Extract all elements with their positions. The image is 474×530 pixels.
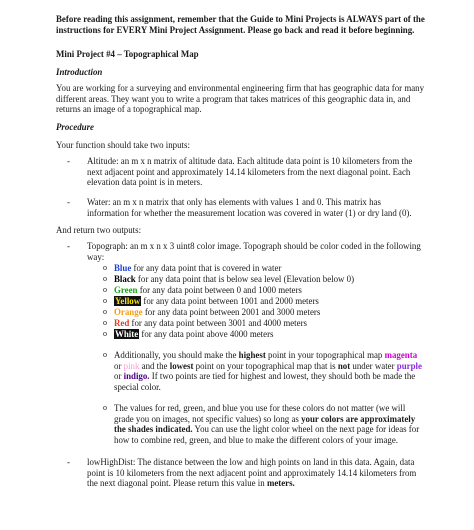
color-word-green: Green xyxy=(114,285,138,295)
circle-bullet: o xyxy=(103,403,107,412)
dash-bullet: - xyxy=(67,241,70,251)
color-desc: for any data point between 3001 and 4000 meters xyxy=(129,318,307,328)
shades-emphasis: your colors are approximately the shades indicated. xyxy=(114,413,416,435)
color-desc: for any data point that is covered in water xyxy=(131,263,282,273)
text-run: or xyxy=(114,360,124,371)
color-item-orange xyxy=(114,307,424,318)
circle-bullet: o xyxy=(103,263,107,272)
color-values-paragraph xyxy=(114,403,424,445)
color-item-black xyxy=(114,274,424,285)
color-desc: for any data point that is below sea level (Elevation below 0) xyxy=(135,274,355,284)
highest-word: highest xyxy=(238,350,266,360)
text-run: point in your topographical map xyxy=(265,350,385,360)
dash-bullet: - xyxy=(67,156,70,166)
intro-notice xyxy=(56,14,428,35)
color-word-blue: Blue xyxy=(114,263,132,273)
text-run: lowHighDist: The distance between the low and high points on land in this data. Again, data point is 10 kilometers from the next adjacent point and approximately 14.14 kilometers from the next diagonal point. Please return this value in xyxy=(87,457,417,489)
not-word: not xyxy=(337,360,351,371)
circle-bullet: o xyxy=(103,329,107,338)
text-run: You can use the light color wheel on the next page for ideas for how to combine red, green, and blue to make the different colors of your image. xyxy=(114,424,420,445)
text-run: If two points are tied for highest and lowest, they should both be made the special color. xyxy=(114,371,416,392)
output-topograph: Topograph: an m x n x 3 uint8 color image. Topograph should be color coded in the following way: xyxy=(87,241,421,262)
color-item-red xyxy=(114,318,424,329)
meters-emphasis: meters. xyxy=(266,478,295,489)
circle-bullet: o xyxy=(103,307,107,316)
color-word-orange: Orange xyxy=(114,307,143,317)
circle-bullet: o xyxy=(103,274,107,283)
indigo-word: indigo. xyxy=(123,371,150,382)
introduction-paragraph: You are working for a surveying and environmental engineering firm that has geographic data for many different areas. They want you to write a program that takes matrices of this geographic data in, and returns an image of a topographical map. xyxy=(56,83,425,115)
intro-notice-line-1: Before reading this assignment, remember that the Guide to Mini Projects is ALWAYS part of the xyxy=(56,14,425,24)
text-run: point on your topographical map that is xyxy=(193,360,338,371)
color-word-yellow: Yellow xyxy=(115,296,141,306)
color-item-blue xyxy=(114,263,424,274)
color-desc: for any data point above 4000 meters xyxy=(139,329,274,339)
intro-notice-line-2: instructions for EVERY Mini Project Assignment. Please go back and read it before beginning. xyxy=(56,24,415,35)
magenta-word: magenta xyxy=(384,350,418,360)
circle-bullet: o xyxy=(103,318,107,327)
circle-bullet: o xyxy=(103,350,107,359)
procedure-heading: Procedure xyxy=(56,122,94,132)
lowest-word: lowest xyxy=(169,360,194,371)
text-run: and the xyxy=(139,360,170,371)
circle-bullet: o xyxy=(103,296,107,305)
color-desc: for any data point between 1001 and 2000 meters xyxy=(141,296,319,306)
color-word-black: Black xyxy=(114,274,136,284)
color-item-green xyxy=(114,285,424,296)
special-points-paragraph xyxy=(114,350,424,392)
color-word-red: Red xyxy=(114,318,130,328)
color-item-yellow xyxy=(114,296,424,307)
page-title: Mini Project #4 – Topographical Map xyxy=(56,49,199,59)
color-desc: for any data point between 2001 and 3000 meters xyxy=(142,307,321,317)
text-run: Additionally, you should make the xyxy=(114,350,239,360)
introduction-heading: Introduction xyxy=(56,67,103,77)
input-water: Water: an m x n matrix that only has elements with values 1 and 0. This matrix has information for whether the measurement location was covered in water (1) or dry land (0). xyxy=(87,197,412,218)
text-run: The values for red, green, and blue you use for these colors do not matter (we will grade you on images, not specific values) so long as xyxy=(114,403,406,424)
purple-word: purple xyxy=(396,360,422,371)
text-run: under water xyxy=(350,360,397,371)
outputs-intro: And return two outputs: xyxy=(56,225,142,235)
text-run: or xyxy=(114,371,124,382)
input-altitude: Altitude: an m x n matrix of altitude data. Each altitude data point is 10 kilometers from the next adjacent point and approximately 14.14 kilometers from the next diagonal point. Each elevation data point is in meters. xyxy=(87,156,413,188)
dash-bullet: - xyxy=(67,197,70,207)
inputs-intro: Your function should take two inputs: xyxy=(56,140,190,150)
color-word-white: White xyxy=(115,329,139,339)
pink-word: pink xyxy=(123,360,140,371)
color-item-white xyxy=(114,329,424,340)
color-desc: for any data point between 0 and 1000 meters xyxy=(137,285,302,295)
output-lowhighdist xyxy=(87,457,425,489)
circle-bullet: o xyxy=(103,285,107,294)
dash-bullet: - xyxy=(67,457,70,467)
